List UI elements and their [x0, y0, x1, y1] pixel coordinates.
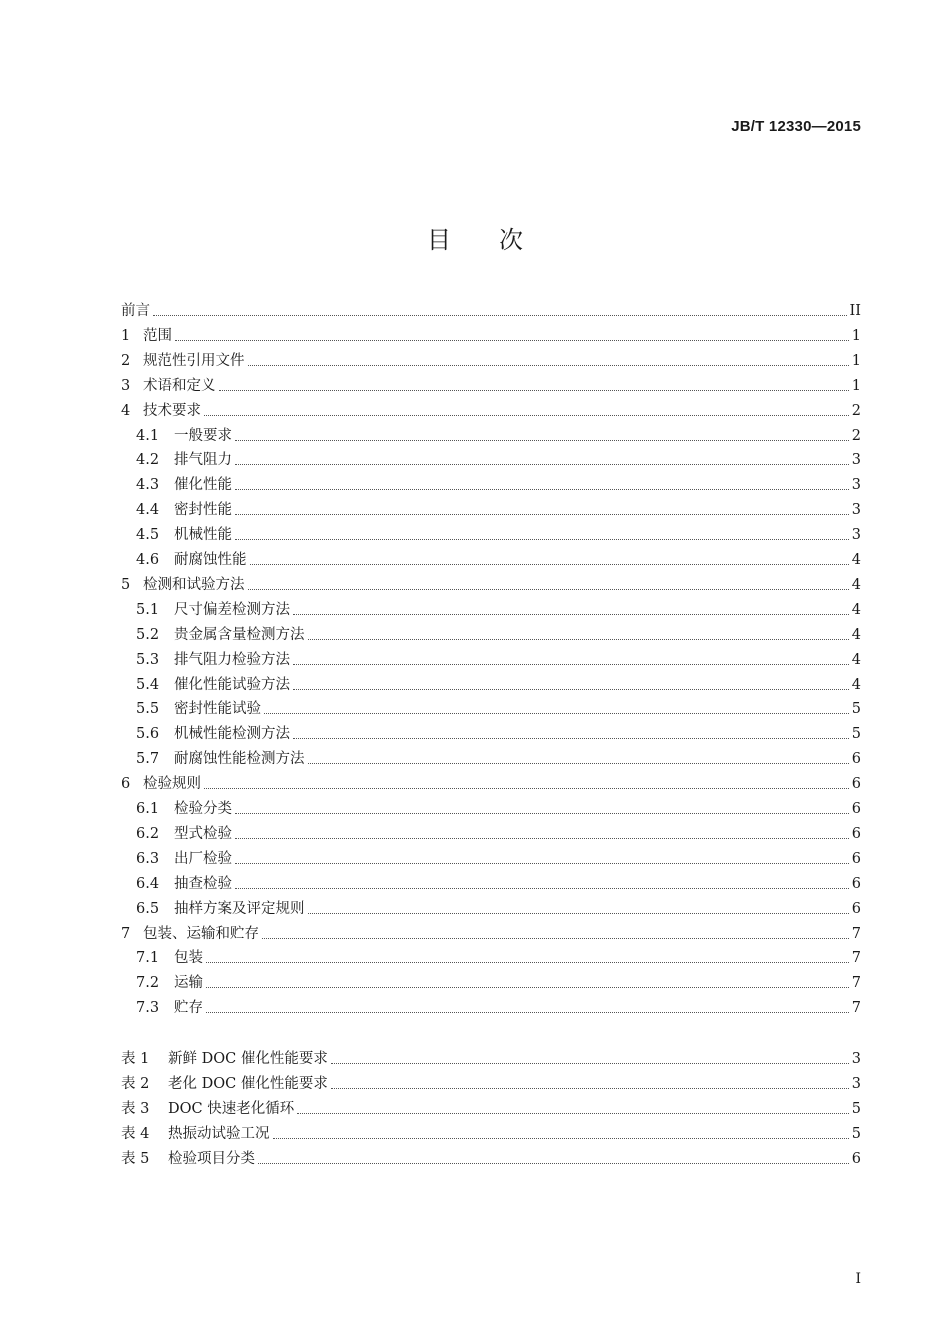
- dot-leader: [250, 563, 849, 565]
- dot-leader: [235, 812, 849, 814]
- entry-title: 检验规则: [143, 776, 201, 793]
- toc-entry[interactable]: [121, 321, 861, 345]
- dot-leader: [297, 1112, 849, 1114]
- entry-page-number: 3: [851, 1075, 861, 1092]
- entry-title: 热振动试验工况: [168, 1125, 270, 1142]
- toc-entry[interactable]: [121, 371, 861, 395]
- toc-entry[interactable]: [121, 296, 861, 320]
- entry-page-number: 6: [851, 801, 861, 817]
- entry-title: 检验分类: [174, 801, 232, 817]
- entry-page-number: 7: [851, 950, 861, 967]
- entry-number: 4.3: [136, 477, 160, 494]
- entry-page-number: 7: [851, 975, 861, 992]
- entry-number: 5.2: [136, 626, 160, 643]
- dot-leader: [206, 1011, 849, 1013]
- toc-entry[interactable]: [121, 894, 861, 918]
- entry-page-number: 5: [851, 701, 861, 718]
- entry-page-number: 6: [851, 776, 861, 793]
- entry-title: 检测和试验方法: [143, 576, 245, 593]
- entry-title: 包装: [174, 950, 203, 967]
- entry-page-number: 4: [851, 676, 861, 693]
- entry-title: 排气阻力: [174, 452, 232, 469]
- entry-number: 表 3: [121, 1100, 150, 1117]
- entry-title: 运输: [174, 975, 203, 992]
- entry-page-number: 3: [851, 502, 861, 519]
- entry-number: 表 4: [121, 1125, 150, 1142]
- entry-page-number: 2: [851, 402, 861, 419]
- entry-number: 4.6: [136, 552, 160, 568]
- toc-entry[interactable]: [121, 620, 861, 644]
- entry-title: 耐腐蚀性能检测方法: [174, 751, 305, 768]
- entry-page-number: 6: [851, 1150, 861, 1167]
- toc-entry[interactable]: [121, 396, 861, 420]
- page-title: 目次: [427, 226, 571, 254]
- table-list-entry[interactable]: [121, 1094, 861, 1118]
- entry-title: 贵金属含量检测方法: [174, 626, 305, 643]
- entry-page-number: 6: [851, 850, 861, 867]
- dot-leader: [235, 887, 849, 889]
- entry-page-number: 7: [851, 925, 861, 942]
- toc-entry[interactable]: [121, 670, 861, 694]
- entry-title: 抽样方案及评定规则: [174, 900, 305, 917]
- toc-entry[interactable]: [121, 421, 861, 445]
- entry-page-number: 7: [851, 1000, 861, 1017]
- entry-page-number: 1: [851, 352, 861, 369]
- entry-title: 催化性能: [174, 477, 232, 494]
- dot-leader: [235, 488, 849, 490]
- dot-leader: [331, 1062, 849, 1064]
- entry-title: 耐腐蚀性能: [174, 552, 247, 568]
- entry-title: 前言: [121, 303, 150, 319]
- entry-number: 7.2: [136, 975, 160, 992]
- entry-number: 表 1: [121, 1051, 150, 1067]
- dot-leader: [235, 837, 849, 839]
- dot-leader: [235, 439, 849, 441]
- dot-leader: [331, 1087, 849, 1089]
- dot-leader: [206, 961, 849, 963]
- entry-title: 范围: [143, 327, 172, 344]
- entry-title: 老化 DOC 催化性能要求: [168, 1075, 328, 1092]
- dot-leader: [235, 538, 849, 540]
- table-list-entry[interactable]: [121, 1119, 861, 1143]
- entry-title: 一般要求: [174, 427, 232, 444]
- dot-leader: [262, 937, 849, 939]
- dot-leader: [248, 364, 849, 366]
- entry-page-number: 5: [851, 1100, 861, 1117]
- dot-leader: [293, 663, 849, 665]
- dot-leader: [235, 463, 849, 465]
- toc-entry[interactable]: [121, 445, 861, 469]
- entry-title: 排气阻力检验方法: [174, 651, 290, 668]
- entry-page-number: 4: [851, 651, 861, 668]
- entry-title: 技术要求: [143, 402, 201, 419]
- entry-page-number: 3: [851, 477, 861, 494]
- dot-leader: [293, 613, 849, 615]
- entry-title: 催化性能试验方法: [174, 676, 290, 693]
- entry-page-number: 3: [851, 1051, 861, 1067]
- entry-number: 6.4: [136, 875, 160, 892]
- toc-entry[interactable]: [121, 769, 861, 793]
- toc-entry[interactable]: [121, 844, 861, 868]
- toc-entry[interactable]: [121, 495, 861, 519]
- dot-leader: [264, 712, 849, 714]
- entry-page-number: 4: [851, 552, 861, 568]
- entry-number: 3: [121, 377, 131, 394]
- table-list-entry[interactable]: [121, 1044, 861, 1068]
- entry-page-number: 4: [851, 576, 861, 593]
- entry-number: 5.1: [136, 601, 160, 618]
- entry-number: 6.3: [136, 850, 160, 867]
- dot-leader: [258, 1162, 849, 1164]
- entry-page-number: 6: [851, 751, 861, 768]
- toc-entry[interactable]: [121, 595, 861, 619]
- dot-leader: [204, 787, 849, 789]
- dot-leader: [206, 986, 849, 988]
- entry-title: 贮存: [174, 1000, 203, 1017]
- entry-number: 4.2: [136, 452, 160, 469]
- entry-title: 新鲜 DOC 催化性能要求: [168, 1051, 328, 1067]
- dot-leader: [235, 513, 849, 515]
- entry-page-number: 1: [851, 327, 861, 344]
- dot-leader: [293, 737, 849, 739]
- entry-title: 密封性能: [174, 502, 232, 519]
- entry-number: 2: [121, 352, 131, 369]
- entry-page-number: 6: [851, 825, 861, 842]
- entry-title: 出厂检验: [174, 850, 232, 867]
- toc-entry[interactable]: [121, 943, 861, 967]
- entry-number: 4.5: [136, 527, 160, 544]
- entry-page-number: 6: [851, 900, 861, 917]
- entry-title: 抽查检验: [174, 875, 232, 892]
- entry-title: 机械性能: [174, 527, 232, 544]
- entry-number: 5.4: [136, 676, 160, 693]
- toc-entry[interactable]: [121, 993, 861, 1017]
- dot-leader: [293, 688, 849, 690]
- entry-number: 6.1: [136, 801, 160, 817]
- dot-leader: [175, 339, 849, 341]
- entry-title: 尺寸偏差检测方法: [174, 601, 290, 618]
- dot-leader: [308, 762, 849, 764]
- entry-number: 表 5: [121, 1150, 150, 1167]
- toc-entry[interactable]: [121, 919, 861, 943]
- toc-entry[interactable]: [121, 968, 861, 992]
- entry-number: 4.4: [136, 502, 160, 519]
- toc-entry[interactable]: [121, 645, 861, 669]
- entry-number: 7: [121, 925, 131, 942]
- dot-leader: [308, 638, 849, 640]
- entry-page-number: 2: [851, 427, 861, 444]
- toc-entry[interactable]: [121, 744, 861, 768]
- table-list-entry[interactable]: [121, 1069, 861, 1093]
- entry-number: 4.1: [136, 427, 160, 444]
- toc-entry[interactable]: [121, 719, 861, 743]
- dot-leader: [235, 862, 849, 864]
- dot-leader: [219, 389, 849, 391]
- dot-leader: [273, 1137, 849, 1139]
- entry-number: 6.5: [136, 900, 160, 917]
- entry-number: 5.6: [136, 726, 160, 743]
- entry-page-number: 1: [851, 377, 861, 394]
- entry-page-number: 3: [851, 452, 861, 469]
- toc-entry[interactable]: [121, 794, 861, 818]
- entry-number: 5: [121, 576, 131, 593]
- dot-leader: [248, 588, 849, 590]
- entry-number: 5.7: [136, 751, 160, 768]
- entry-number: 4: [121, 402, 131, 419]
- dot-leader: [204, 414, 849, 416]
- entry-title: 术语和定义: [143, 377, 216, 394]
- entry-title: 包装、运输和贮存: [143, 925, 259, 942]
- entry-title: 密封性能试验: [174, 701, 261, 718]
- standard-number: JB/T 12330—2015: [731, 118, 861, 135]
- toc-entry[interactable]: [121, 545, 861, 569]
- entry-number: 6: [121, 776, 131, 793]
- entry-page-number: 3: [851, 527, 861, 544]
- toc-entry[interactable]: [121, 819, 861, 843]
- entry-number: 表 2: [121, 1075, 150, 1092]
- entry-page-number: 5: [851, 1125, 861, 1142]
- entry-number: 6.2: [136, 825, 160, 842]
- entry-page-number: II: [849, 303, 861, 319]
- entry-title: 检验项目分类: [168, 1150, 255, 1167]
- entry-page-number: 5: [851, 726, 861, 743]
- entry-title: 规范性引用文件: [143, 352, 245, 369]
- entry-title: 型式检验: [174, 825, 232, 842]
- entry-number: 5.3: [136, 651, 160, 668]
- entry-page-number: 6: [851, 875, 861, 892]
- entry-number: 7.1: [136, 950, 160, 967]
- toc-entry[interactable]: [121, 869, 861, 893]
- toc-entry[interactable]: [121, 570, 861, 594]
- page-number: I: [855, 1271, 861, 1287]
- dot-leader: [308, 912, 849, 914]
- dot-leader: [153, 314, 847, 316]
- entry-page-number: 4: [851, 626, 861, 643]
- toc-entry[interactable]: [121, 694, 861, 718]
- toc-entry[interactable]: [121, 470, 861, 494]
- toc-entry[interactable]: [121, 346, 861, 370]
- entry-title: 机械性能检测方法: [174, 726, 290, 743]
- entry-page-number: 4: [851, 601, 861, 618]
- entry-number: 7.3: [136, 1000, 160, 1017]
- entry-number: 5.5: [136, 701, 160, 718]
- table-list-entry[interactable]: [121, 1144, 861, 1168]
- entry-number: 1: [121, 327, 131, 344]
- toc-entry[interactable]: [121, 520, 861, 544]
- entry-title: DOC 快速老化循环: [168, 1100, 295, 1117]
